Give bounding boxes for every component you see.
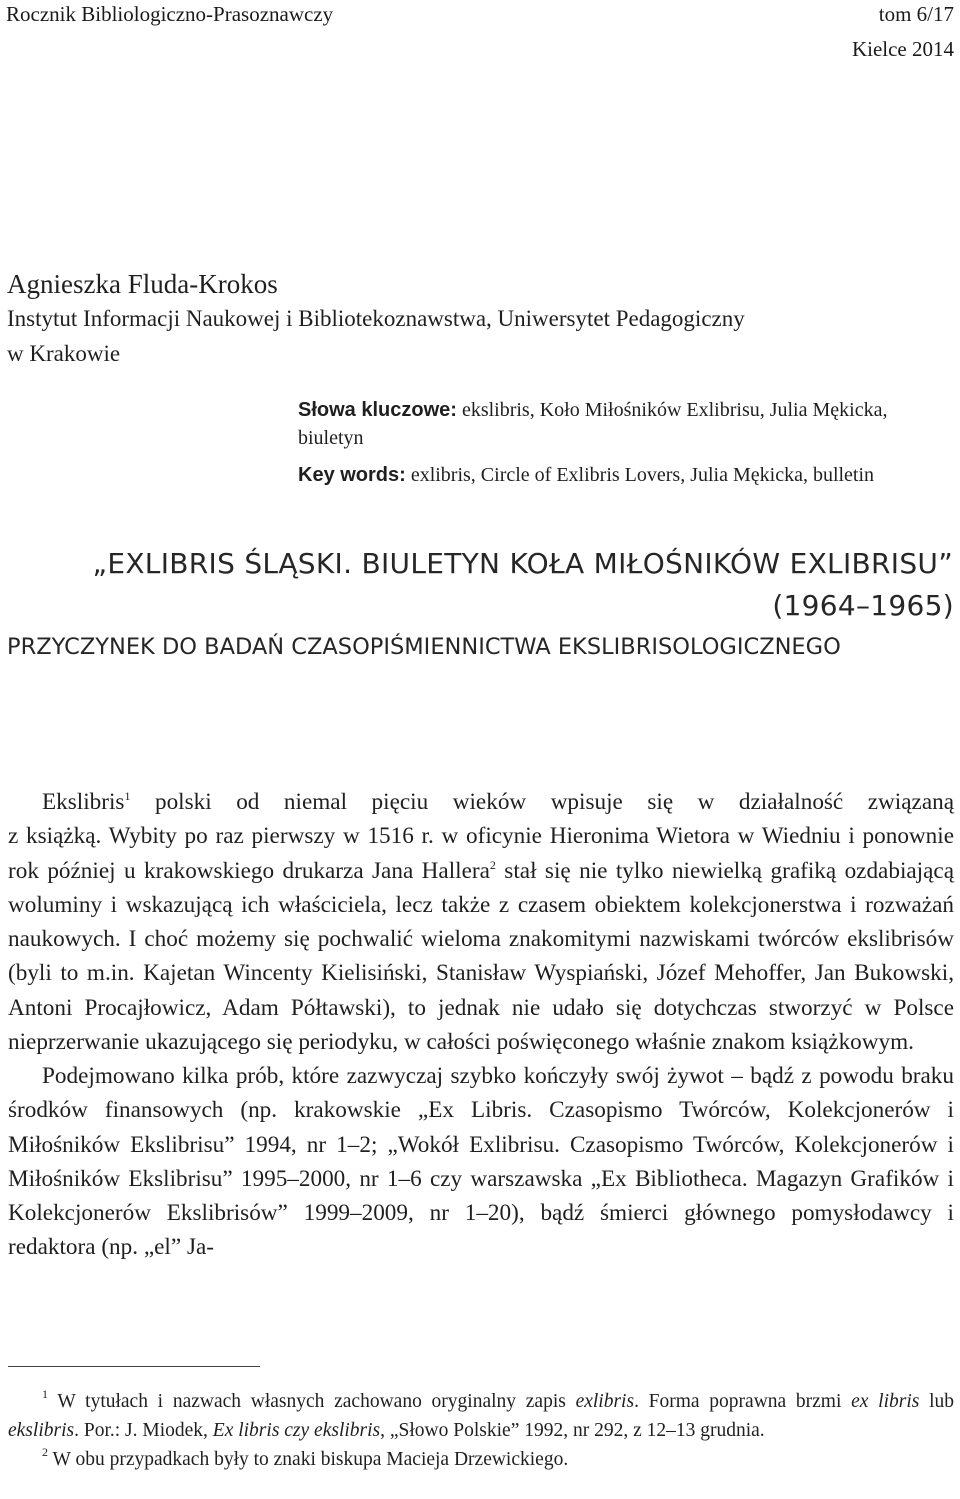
place-year: Kielce 2014 xyxy=(851,37,954,61)
footnote-1: $^1$ W tytułach i nazwach własnych zachowano oryginalny zapis exlibris. Forma poprawna brzmi ex libris lub ekslibris. Por.: J. Miodek, Ex libris czy ekslibris, „Słowo Polskie” 1992, nr 292, z 12–13 grudnia. xyxy=(8,1387,954,1441)
keywords-en-label: Key words: xyxy=(298,464,406,486)
keywords-pl-continued: biuletyn xyxy=(298,427,364,449)
journal-title: Rocznik Bibliologiczno-Prasoznawczy xyxy=(6,2,334,26)
paragraph-1: z książką. Wybity po raz pierwszy w 1516 r. w oficynie Hieronima Wietora w Wiedniu i ponownie rok później u krakowskiego drukarza Jana Hallera$^2$ stał się nie tylko niewielką grafiką ozdabiającą woluminy i wskazującą ich właściciela, lecz także z czasem obiektem kolekcjonerstwa i rozważań naukowych. I choć możemy się pochwalić wieloma znakomitymi nazwiskami twórców ekslibrisów (byli to m.in. Kajetan Wincenty Kielisiński, Stanisław Wyspiański, Józef Mehoffer, Jan Bukowski, Antoni Procajłowicz, Adam Półtawski), to jednak nie udało się dotychczas stworzyć w Polsce nieprzerwanie ukazującego się periodyku, w całości poświęconego właśnie znakom książkowym. xyxy=(8,823,954,1055)
footnote-2: $^2$ W obu przypadkach były to znaki biskupa Macieja Drzewickiego. xyxy=(42,1445,569,1470)
keywords-en xyxy=(298,464,874,487)
keywords-en-text: exlibris, Circle of Exlibris Lovers, Julia Mękicka, bulletin xyxy=(405,464,875,486)
paragraph-1-first-line: Ekslibris$^1$ polski od niemal pięciu wieków wpisuje się w działalność związaną xyxy=(42,789,954,815)
article-body xyxy=(8,785,954,1265)
volume-number: tom 6/17 xyxy=(878,2,954,26)
affiliation-line-1: Instytut Informacji Naukowej i Bibliotekoznawstwa, Uniwersytet Pedagogiczny xyxy=(7,306,745,331)
paragraph-2: Podejmowano kilka prób, które zazwyczaj szybko kończyły swój żywot – bądź z powodu braku środków finansowych (np. krakowskie „Ex Libris. Czasopismo Twórców, Kolekcjonerów i Miłośników Ekslibrisu” 1994, nr 1–2; „Wokół Exlibrisu. Czasopismo Twórców, Kolekcjonerów i Miłośników Ekslibrisu” 1995–2000, nr 1–6 czy warszawska „Ex Bibliotheca. Magazyn Grafików i Kolekcjonerów Ekslibrisów” 1999–2009, nr 1–20), bądź śmierci głównego pomysłodawcy i redaktora (np. „el” Ja- xyxy=(8,1063,954,1261)
article-subtitle: PRZYCZYNEK DO BADAŃ CZASOPIŚMIENNICTWA EKSLIBRISOLOGICZNEGO xyxy=(7,634,841,660)
keywords-pl-label: Słowa kluczowe: xyxy=(298,399,457,421)
article-title: „EXLIBRIS ŚLĄSKI. BIULETYN KOŁA MIŁOŚNIKÓW EXLIBRISU” xyxy=(92,547,953,580)
author-name: Agnieszka Fluda-Krokos xyxy=(7,269,278,299)
keywords-pl-text: ekslibris, Koło Miłośników Exlibrisu, Julia Mękicka, xyxy=(456,399,888,421)
affiliation-line-2: w Krakowie xyxy=(7,341,121,366)
footnote-ref-2[interactable]: 2 xyxy=(489,857,496,872)
footnotes xyxy=(8,1387,954,1474)
footnote-ref-1[interactable]: 1 xyxy=(124,789,131,803)
article-title-years: (1964–1965) xyxy=(772,589,954,622)
keywords-pl xyxy=(298,399,887,422)
footnote-separator xyxy=(8,1366,260,1367)
